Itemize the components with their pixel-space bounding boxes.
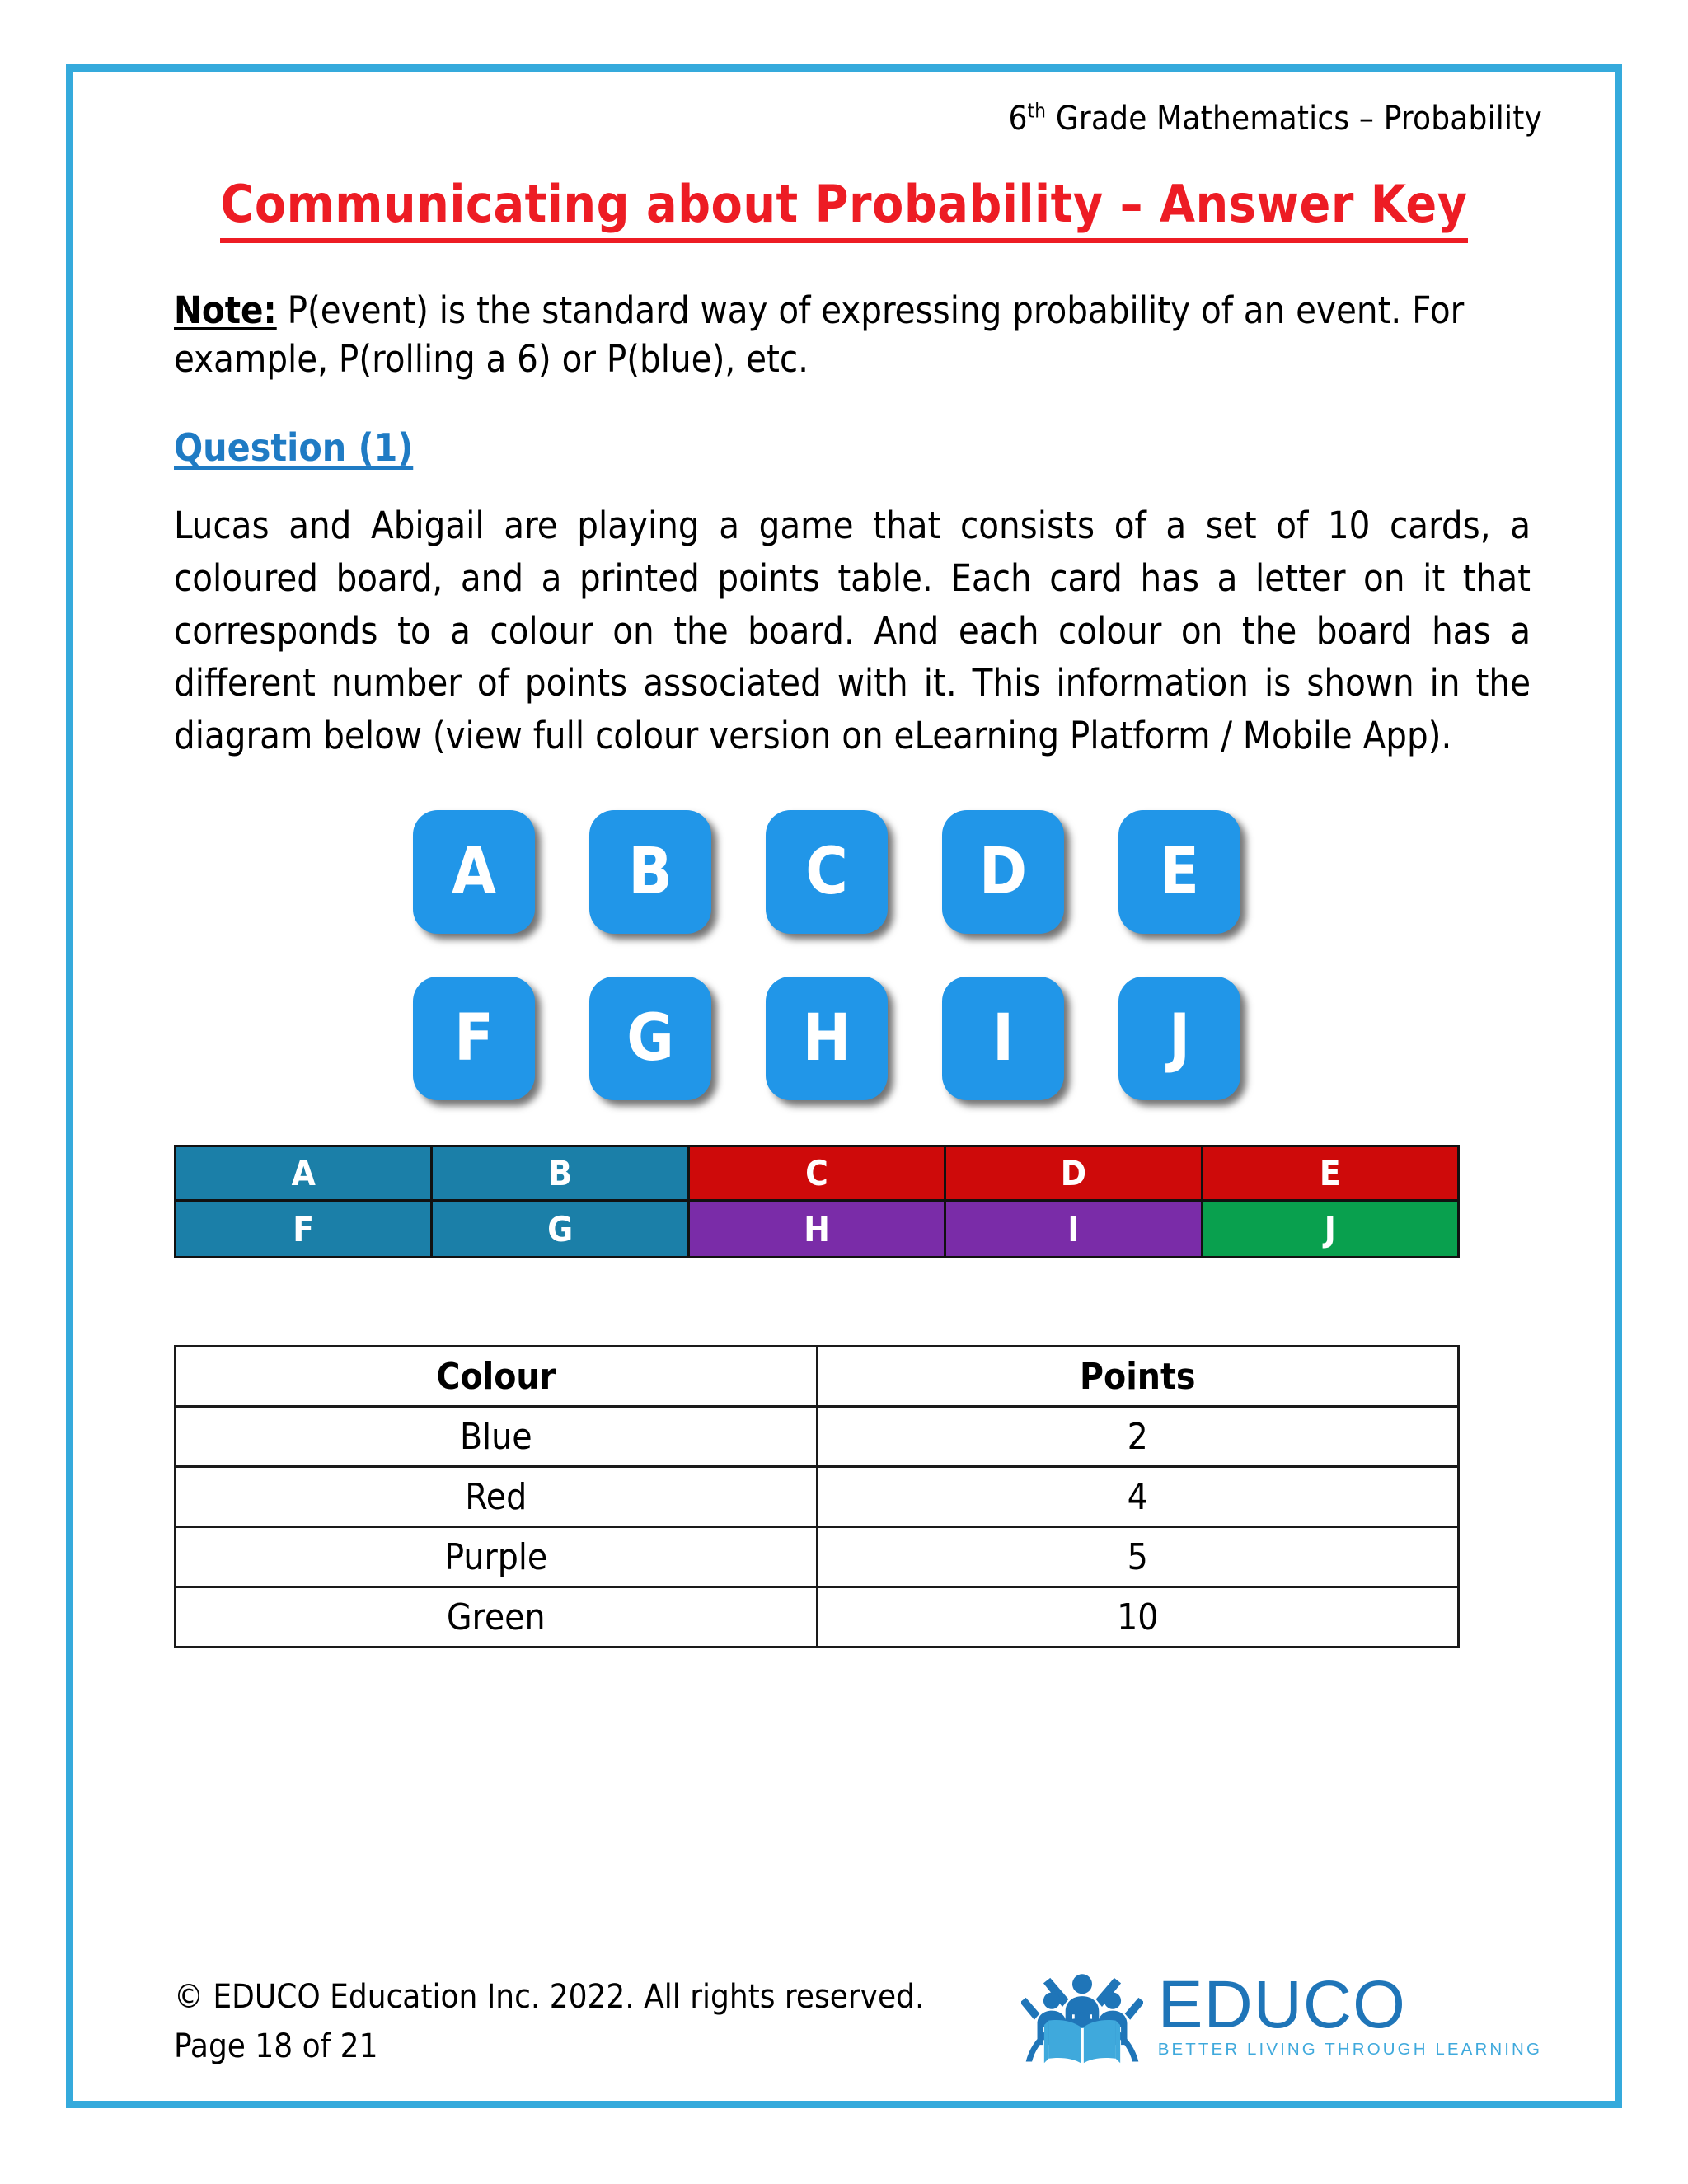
card-letter: B: [628, 835, 673, 910]
board-cell-letter: D: [1060, 1153, 1087, 1194]
card-tile: [1118, 977, 1240, 1100]
column-header-points: Points: [817, 1347, 1459, 1407]
copyright-text: © EDUCO Education Inc. 2022. All rights reserved.: [174, 1978, 925, 2016]
table-row: [176, 1587, 1459, 1647]
board-cell: [946, 1147, 1203, 1202]
table-row: [176, 1467, 1459, 1527]
board-cell-letter: G: [547, 1208, 574, 1249]
footer-text-block: [123, 1972, 924, 2071]
card-tile: [942, 977, 1064, 1100]
card-tile: [1118, 810, 1240, 934]
card-letter: C: [805, 835, 848, 910]
educo-logo-icon: [1021, 1967, 1143, 2066]
board-cell-letter: E: [1319, 1153, 1341, 1194]
table-header-row: [176, 1347, 1459, 1407]
card-letter: G: [626, 1001, 674, 1076]
board-cell-letter: F: [293, 1208, 315, 1249]
question-label: Question (1): [174, 424, 414, 470]
board-cell-letter: J: [1324, 1208, 1336, 1249]
body-content: [123, 286, 1565, 762]
cell-points: 2: [817, 1407, 1459, 1467]
card-tile: [413, 810, 535, 934]
note-label: Note:: [174, 288, 277, 332]
cell-colour: Red: [176, 1467, 818, 1527]
document-header: [123, 72, 1565, 138]
page-title: [123, 174, 1565, 243]
card-tile: [766, 810, 888, 934]
board-cell-letter: A: [291, 1153, 316, 1194]
card-letter: A: [451, 835, 497, 910]
note-text: P(event) is the standard way of expressing probability of an event. For example, P(rolling a 6) or P(blue), etc.: [174, 288, 1465, 382]
board-cell: [690, 1202, 946, 1256]
cell-points: 5: [817, 1527, 1459, 1587]
page-title-text: Communicating about Probability – Answer Key: [220, 174, 1467, 243]
card-row-top: [413, 810, 1425, 934]
cell-colour: Purple: [176, 1527, 818, 1587]
educo-logo-wordmark: [1157, 1966, 1542, 2060]
card-set-diagram: [123, 810, 1565, 1100]
board-cell: [176, 1202, 433, 1256]
card-row-bottom: [413, 977, 1425, 1100]
board-row-top: [176, 1147, 1457, 1202]
card-letter: E: [1160, 835, 1199, 910]
card-tile: [766, 977, 888, 1100]
board-cell: [176, 1147, 433, 1202]
cell-colour: Green: [176, 1587, 818, 1647]
board-cell: [1203, 1147, 1457, 1202]
page-footer: [123, 1967, 1565, 2071]
board-cell: [433, 1202, 689, 1256]
cell-points: 10: [817, 1587, 1459, 1647]
board-cell: [1203, 1202, 1457, 1256]
card-tile: [589, 977, 711, 1100]
points-table: [174, 1345, 1460, 1648]
card-tile: [413, 977, 535, 1100]
table-row: [176, 1527, 1459, 1587]
board-cell-letter: I: [1067, 1208, 1080, 1249]
note-paragraph: [174, 286, 1531, 384]
header-grade-number: 6: [1008, 100, 1028, 138]
card-letter: I: [992, 1001, 1015, 1076]
board-cell: [946, 1202, 1203, 1256]
column-header-colour: Colour: [176, 1347, 818, 1407]
board-cell-letter: C: [805, 1153, 828, 1194]
educo-logo: [1021, 1967, 1565, 2071]
board-row-bottom: [176, 1202, 1457, 1256]
card-letter: D: [978, 835, 1028, 910]
table-row: [176, 1407, 1459, 1467]
card-tile: [589, 810, 711, 934]
educo-logo-name: EDUCO: [1157, 1966, 1406, 2042]
card-tile: [942, 810, 1064, 934]
card-letter: H: [802, 1001, 851, 1076]
page-number-text: Page 18 of 21: [174, 2027, 378, 2065]
board-cell: [433, 1147, 689, 1202]
educo-logo-tagline: BETTER LIVING THROUGH LEARNING: [1157, 2040, 1542, 2060]
question-paragraph: Lucas and Abigail are playing a game that consists of a set of 10 cards, a coloured board, and a printed points table. Each card has a letter on it that corresponds to a colour on the board. And each colour on the board has a different number of points associated with it. This information is shown in the diagram below (view full colour version on eLearning Platform / Mobile App).: [174, 503, 1531, 758]
board-cell-letter: B: [548, 1153, 572, 1194]
card-letter: J: [1168, 1001, 1191, 1076]
cell-colour: Blue: [176, 1407, 818, 1467]
card-letter: F: [454, 1001, 494, 1076]
question-heading-row: [174, 384, 1531, 470]
page-content: [73, 72, 1615, 2101]
cell-points: 4: [817, 1467, 1459, 1527]
colour-board: [174, 1145, 1460, 1258]
board-cell: [690, 1147, 946, 1202]
page-border-frame: [66, 64, 1622, 2108]
header-subject: Grade Mathematics – Probability: [1046, 100, 1542, 138]
header-ordinal-suffix: th: [1027, 99, 1047, 123]
board-cell-letter: H: [804, 1208, 830, 1249]
